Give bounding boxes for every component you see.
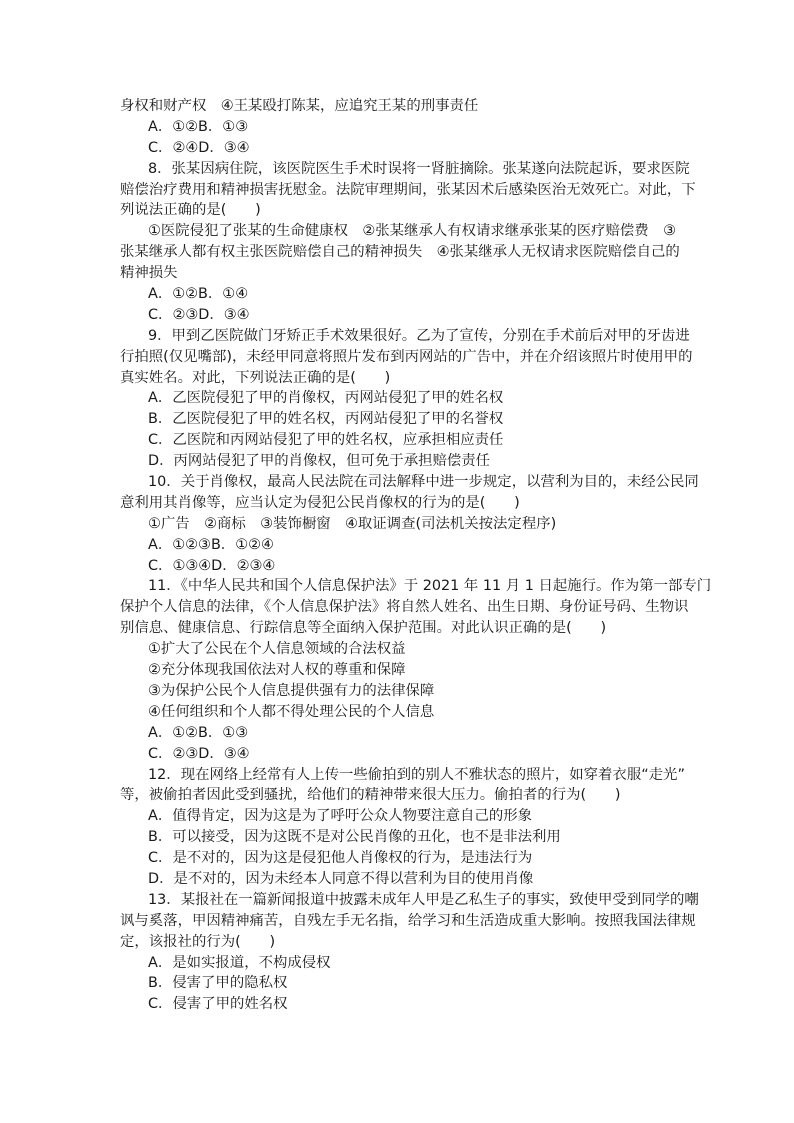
text-line: 13．某报社在一篇新闻报道中披露未成年人甲是乙私生子的事实，致使甲受到同学的嘲 bbox=[148, 891, 699, 908]
text-line: A．①②③B．①②④ bbox=[148, 536, 274, 553]
text-line: 身权和财产权 ④王某殴打陈某，应追究王某的刑事责任 bbox=[120, 98, 479, 114]
text-line: ①医院侵犯了张某的生命健康权 ②张某继承人有权请求继承张某的医疗赔偿费 ③ bbox=[148, 223, 676, 240]
text-line: ④任何组织和个人都不得处理公民的个人信息 bbox=[148, 703, 435, 720]
text-line: 张某继承人都有权主张医院赔偿自己的精神损失 ④张某继承人无权请求医院赔偿自己的 bbox=[120, 244, 680, 261]
text-line: D．丙网站侵犯了甲的肖像权，但可免于承担赔偿责任 bbox=[148, 453, 491, 470]
text-line: C．②③D．③④ bbox=[148, 306, 250, 323]
text-line: B．乙医院侵犯了甲的姓名权，丙网站侵犯了甲的名誉权 bbox=[148, 411, 504, 428]
text-line: ①广告 ②商标 ③装饰橱窗 ④取证调查(司法机关按法定程序) bbox=[148, 515, 557, 532]
text-line: 等，被偷拍者因此受到骚扰，给他们的精神带来很大压力。偷拍者的行为( ) bbox=[120, 787, 621, 804]
text-line: A．乙医院侵犯了甲的肖像权，丙网站侵犯了甲的姓名权 bbox=[148, 390, 504, 407]
text-line: 列说法正确的是( ) bbox=[120, 202, 261, 219]
text-line: B．侵害了甲的隐私权 bbox=[148, 975, 288, 992]
document-page bbox=[120, 96, 712, 1015]
text-line: A．是如实报道，不构成侵权 bbox=[148, 954, 331, 971]
text-line: 讽与奚落，甲因精神痛苦，自残左手无名指，给学习和生活造成重大影响。按照我国法律规 bbox=[120, 912, 696, 929]
text-line: 10．关于肖像权，最高人民法院在司法解释中进一步规定，以营利为目的，未经公民同 bbox=[148, 474, 699, 491]
text-line: C．②④D．③④ bbox=[148, 139, 250, 156]
text-line: 赔偿治疗费用和精神损害抚慰金。法院审理期间，张某因术后感染医治无效死亡。对此，下 bbox=[120, 181, 696, 198]
text-line: C．是不对的，因为这是侵犯他人肖像权的行为，是违法行为 bbox=[148, 850, 533, 867]
text-line: C．②③D．③④ bbox=[148, 745, 250, 762]
text-line: ③为保护公民个人信息提供强有力的法律保障 bbox=[148, 682, 435, 699]
text-line: C．侵害了甲的姓名权 bbox=[148, 996, 288, 1013]
text-line: 别信息、健康信息、行踪信息等全面纳入保护范围。对此认识正确的是( ) bbox=[120, 620, 607, 637]
text-line: C．①③④D．②③④ bbox=[148, 557, 276, 574]
text-line: C．乙医院和丙网站侵犯了甲的姓名权，应承担相应责任 bbox=[148, 432, 504, 449]
text-line: D．是不对的，因为未经本人同意不得以营利为目的使用肖像 bbox=[148, 870, 534, 887]
text-line: 行拍照(仅见嘴部)，未经甲同意将照片发布到丙网站的广告中，并在介绍该照片时使用甲的 bbox=[120, 348, 693, 365]
text-line: 精神损失 bbox=[120, 265, 178, 282]
text-line: 保护个人信息的法律，《个人信息保护法》将自然人姓名、出生日期、身份证号码、生物识 bbox=[120, 599, 689, 616]
text-line: 8．张某因病住院，该医院医生手术时误将一肾脏摘除。张某遂向法院起诉，要求医院 bbox=[148, 160, 690, 177]
text-line: B．可以接受，因为这既不是对公民肖像的丑化，也不是非法利用 bbox=[148, 829, 561, 846]
text-line: 12．现在网络上经常有人上传一些偷拍到的别人不雅状态的照片，如穿着衣服“走光” bbox=[148, 766, 685, 783]
text-line: A．①②B．①③ bbox=[148, 118, 249, 135]
text-line: 9．甲到乙医院做门牙矫正手术效果很好。乙为了宣传，分别在手术前后对甲的牙齿进 bbox=[148, 327, 690, 344]
text-line: 真实姓名。对此，下列说法正确的是( ) bbox=[120, 369, 391, 386]
text-line: A．值得肯定，因为这是为了呼吁公众人物要注意自己的形象 bbox=[148, 808, 533, 825]
text-line: 定，该报社的行为( ) bbox=[120, 933, 276, 950]
text-line: A．①②B．①④ bbox=[148, 286, 249, 303]
text-line: 意利用其肖像等，应当认定为侵犯公民肖像权的行为的是( ) bbox=[120, 494, 520, 511]
text-line: A．①②B．①③ bbox=[148, 724, 249, 741]
text-line: ①扩大了公民在个人信息领域的合法权益 bbox=[148, 641, 406, 658]
text-line: ②充分体现我国依法对人权的尊重和保障 bbox=[148, 662, 406, 679]
text-line: 11．《中华人民共和国个人信息保护法》于 2021 年 11 月 1 日起施行。作为第一部专门 bbox=[148, 578, 712, 595]
